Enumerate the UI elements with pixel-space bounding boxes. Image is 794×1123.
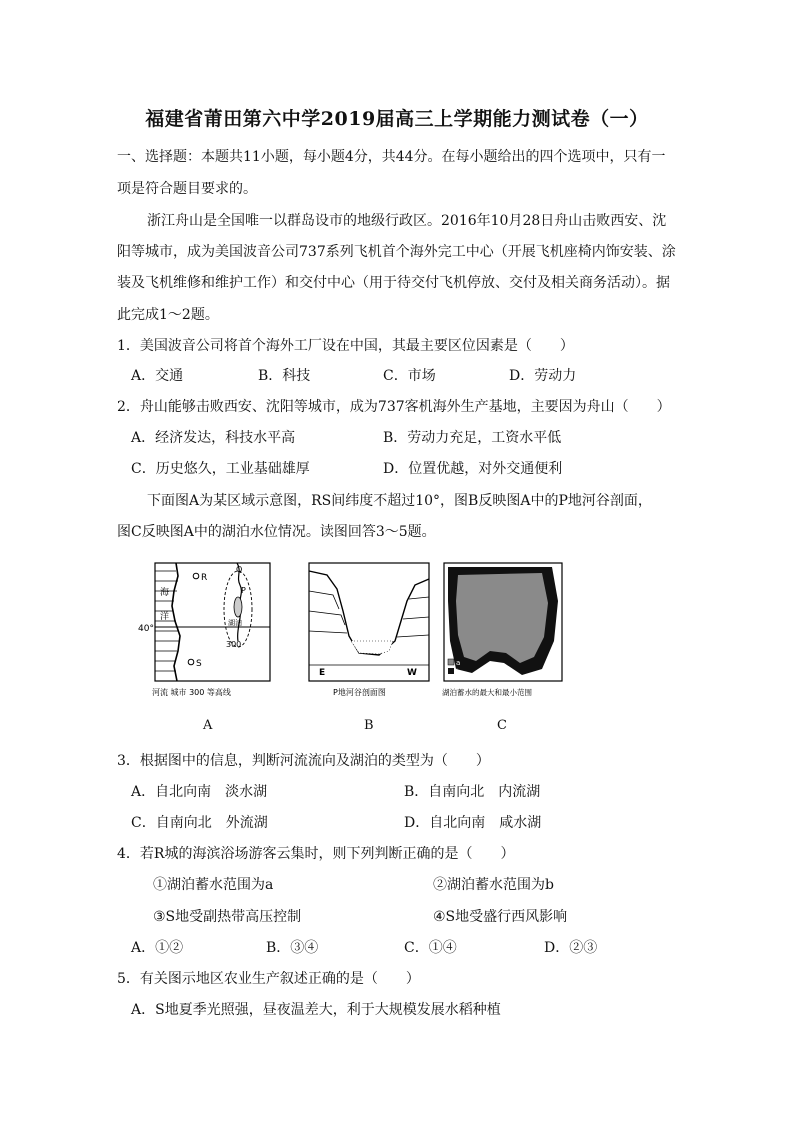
fig-c-legend-a: a (456, 659, 461, 667)
fig-b-west: W (407, 668, 417, 678)
q4-option-a: A．①② (131, 940, 184, 956)
q4-option-b: B．③④ (266, 940, 319, 956)
question-1-stem: 1．美国波音公司将首个海外工厂设在中国，其最主要区位因素是（ ） (117, 338, 574, 354)
q1-option-c: C．市场 (383, 368, 436, 384)
fig-a-legend: 河流 城市 300 等高线 (152, 688, 231, 697)
fig-a-city-r: R (201, 573, 208, 583)
passage2-line: 下面图A为某区域示意图，RS间纬度不超过10°，图B反映图A中的P地河谷剖面， (147, 493, 652, 509)
fig-a-sea-char: 海 (160, 588, 170, 598)
question-3-stem: 3．根据图中的信息，判断河流流向及湖泊的类型为（ ） (117, 753, 490, 769)
figure-a-map (138, 561, 287, 701)
question-2-stem: 2．舟山能够击败西安、沈阳等城市，成为737客机海外生产基地，主要因为舟山（ ） (117, 399, 671, 415)
q2-option-b: B．劳动力充足，工资水平低 (383, 430, 562, 446)
q4-statement-1: ①湖泊蓄水范围为a (153, 877, 274, 893)
passage1-line: 浙江舟山是全国唯一以群岛设市的地级行政区。2016年10月28日舟山击败西安、沈 (147, 213, 667, 229)
figure-group (138, 561, 572, 701)
q3-option-a: A．自北向南 淡水湖 (131, 784, 268, 800)
fig-b-east: E (319, 668, 326, 678)
passage1-line: 阳等城市，成为美国波音公司737系列飞机首个海外完工中心（开展飞机座椅内饰安装、涂 (117, 244, 676, 260)
q4-statement-3: ③S地受副热带高压控制 (153, 909, 302, 925)
q4-option-d: D．②③ (544, 940, 598, 956)
q1-option-b: B．科技 (258, 368, 311, 384)
q2-option-d: D．位置优越，对外交通便利 (383, 461, 563, 477)
question-5-stem: 5．有关图示地区农业生产叙述正确的是（ ） (117, 971, 420, 987)
figure-c-lake-range (442, 561, 567, 701)
section-instruction-2: 项是符合题目要求的。 (117, 181, 257, 197)
fig-a-latitude: 40° (138, 624, 154, 634)
q4-option-c: C．①④ (404, 940, 457, 956)
figure-b-valley-profile (307, 561, 432, 701)
fig-b-caption: P地河谷剖面图 (333, 688, 386, 697)
q5-option-a: A．S地夏季光照强，昼夜温差大，利于大规模发展水稻种植 (131, 1002, 501, 1018)
figure-a-label: A (203, 718, 213, 733)
q3-option-b: B．自南向北 内流湖 (404, 784, 541, 800)
passage1-line: 此完成1～2题。 (117, 307, 219, 323)
q2-option-a: A．经济发达，科技水平高 (131, 430, 296, 446)
fig-a-lake-label: 湖泊 (228, 619, 242, 627)
q1-option-a: A．交通 (131, 368, 184, 384)
fig-a-city-s: S (196, 659, 202, 669)
passage2-line: 图C反映图A中的湖泊水位情况。读图回答3～5题。 (117, 524, 436, 540)
fig-a-ocean-char: 洋 (160, 612, 170, 622)
fig-c-caption: 湖泊蓄水的最大和最小范围 (442, 688, 532, 697)
question-4-stem: 4．若R城的海滨浴场游客云集时，则下列判断正确的是（ ） (117, 846, 515, 862)
q1-option-d: D．劳动力 (509, 368, 577, 384)
figure-c-label: C (497, 718, 507, 733)
section-instruction-1: 一、选择题：本题共11小题，每小题4分，共44分。在每小题给出的四个选项中，只有一 (117, 149, 666, 165)
q4-statement-2: ②湖泊蓄水范围为b (433, 877, 554, 893)
q2-option-c: C．历史悠久，工业基础雄厚 (131, 461, 310, 477)
passage1-line: 装及飞机维修和维护工作）和交付中心（用于待交付飞机停放、交付及相关商务活动）。据 (117, 275, 670, 291)
q3-option-c: C．自南向北 外流湖 (131, 815, 268, 831)
fig-c-legend-b: b (456, 668, 461, 676)
figure-b-label: B (364, 718, 374, 733)
q3-option-d: D．自北向南 咸水湖 (404, 815, 542, 831)
exam-title: 福建省莆田第六中学2019届高三上学期能力测试卷（一） (145, 108, 649, 130)
q4-statement-4: ④S地受盛行西风影响 (433, 909, 568, 925)
fig-a-point-p: P (241, 586, 246, 595)
fig-a-contour-value: 300 (226, 640, 242, 649)
fig-a-point-q: Q (236, 565, 243, 574)
